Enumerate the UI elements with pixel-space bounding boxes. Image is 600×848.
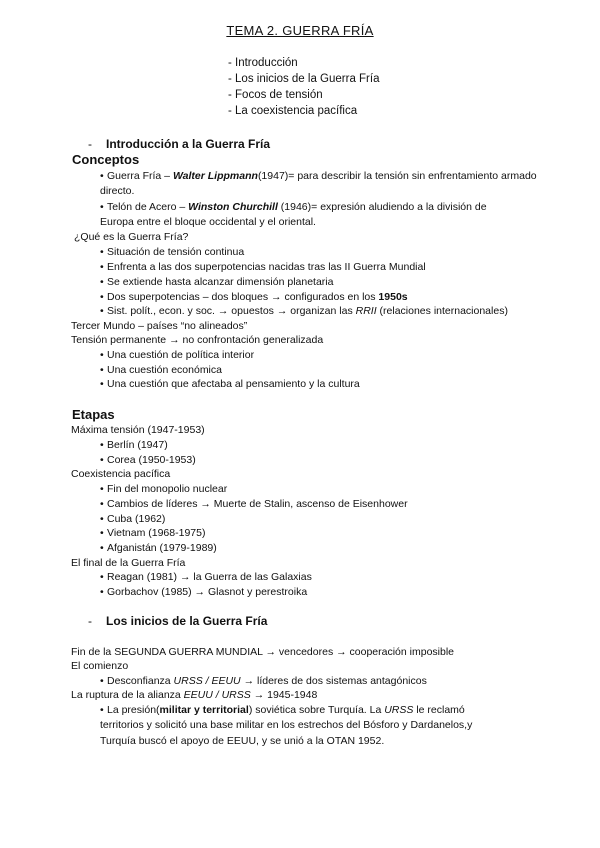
bullet-icon: •	[100, 439, 104, 451]
list-item: • Cambios de líderes → Muerte de Stalin, ascenso de Eisenhower	[100, 498, 408, 510]
list-item-continuation: Turquía buscó el apoyo de EEUU, y se unió a la OTAN 1952.	[100, 735, 385, 747]
list-item: • Una cuestión de política interior	[100, 349, 255, 361]
text-line: Tensión permanente → no confrontación generalizada	[71, 334, 324, 346]
list-item: • Berlín (1947)	[100, 439, 168, 451]
list-item: • Una cuestión que afectaba al pensamiento y la cultura	[100, 378, 360, 390]
list-item: • Afganistán (1979-1989)	[100, 542, 217, 554]
bullet-icon: •	[100, 201, 104, 213]
section-dash: -	[88, 137, 92, 151]
bullet-icon: •	[100, 291, 104, 303]
subheading-conceptos: Conceptos	[72, 152, 140, 167]
bullet-icon: •	[100, 571, 104, 583]
bullet-icon: •	[100, 364, 104, 376]
text-line: Coexistencia pacífica	[71, 468, 171, 480]
list-item: • La presión(militar y territorial) soviética sobre Turquía. La URSS le reclamó	[100, 704, 465, 716]
text-line: Tercer Mundo – países “no alineados”	[71, 320, 248, 332]
list-item: • Dos superpotencias – dos bloques → configurados en los 1950s	[100, 291, 408, 303]
bullet-icon: •	[100, 276, 104, 288]
list-item: • Telón de Acero – Winston Churchill (1946)= expresión aludiendo a la división de	[100, 201, 487, 213]
text-line: El comienzo	[71, 660, 129, 672]
list-item: • Gorbachov (1985) → Glasnot y perestroika	[100, 586, 308, 598]
list-item: • Fin del monopolio nuclear	[100, 483, 228, 495]
list-item-continuation: directo.	[100, 185, 135, 197]
bullet-icon: •	[100, 483, 104, 495]
subheading-etapas: Etapas	[72, 407, 115, 422]
list-item: • Una cuestión económica	[100, 364, 222, 376]
text-line: Fin de la SEGUNDA GUERRA MUNDIAL → vencedores → cooperación imposible	[71, 646, 455, 658]
section-dash: -	[88, 614, 92, 628]
bullet-icon: •	[100, 704, 104, 716]
list-item: • Situación de tensión continua	[100, 246, 245, 258]
section-title: Los inicios de la Guerra Fría	[106, 614, 268, 628]
toc-item: - Los inicios de la Guerra Fría	[228, 73, 380, 85]
section-heading	[88, 615, 267, 628]
bullet-icon: •	[100, 246, 104, 258]
list-item-continuation: territorios y solicitó una base militar en los estrechos del Bósforo y Dardanelos,y	[100, 719, 473, 731]
text-line: La ruptura de la alianza EEUU / URSS → 1945-1948	[71, 689, 318, 701]
list-item: • Corea (1950-1953)	[100, 454, 196, 466]
bullet-icon: •	[100, 261, 104, 273]
list-item-continuation: Europa entre el bloque occidental y el oriental.	[100, 216, 316, 228]
bullet-icon: •	[100, 454, 104, 466]
toc-item: - Focos de tensión	[228, 89, 323, 101]
section-heading	[88, 138, 270, 151]
bullet-icon: •	[100, 378, 104, 390]
list-item: • Guerra Fría – Walter Lippmann(1947)= para describir la tensión sin enfrentamiento armado	[100, 170, 537, 182]
bullet-icon: •	[100, 170, 104, 182]
bullet-icon: •	[100, 542, 104, 554]
document-title: TEMA 2. GUERRA FRÍA	[226, 23, 374, 38]
bullet-icon: •	[100, 586, 104, 598]
bullet-icon: •	[100, 513, 104, 525]
question-label: ¿Qué es la Guerra Fría?	[74, 231, 189, 243]
bullet-icon: •	[100, 675, 104, 687]
list-item: • Cuba (1962)	[100, 513, 166, 525]
list-item: • Reagan (1981) → la Guerra de las Galaxias	[100, 571, 312, 583]
list-item: • Enfrenta a las dos superpotencias nacidas tras las II Guerra Mundial	[100, 261, 426, 273]
bullet-icon: •	[100, 527, 104, 539]
list-item: • Se extiende hasta alcanzar dimensión planetaria	[100, 276, 334, 288]
list-item: • Sist. polít., econ. y soc. → opuestos → organizan las RRII (relaciones internacionales)	[100, 305, 508, 317]
list-item: • Vietnam (1968-1975)	[100, 527, 206, 539]
text-line: El final de la Guerra Fría	[71, 557, 186, 569]
toc-item: - La coexistencia pacífica	[228, 105, 358, 117]
section-title: Introducción a la Guerra Fría	[106, 137, 271, 151]
bullet-icon: •	[100, 305, 104, 317]
list-item: • Desconfianza URSS / EEUU → líderes de dos sistemas antagónicos	[100, 675, 427, 687]
toc-item: - Introducción	[228, 57, 298, 69]
bullet-icon: •	[100, 498, 104, 510]
bullet-icon: •	[100, 349, 104, 361]
text-line: Máxima tensión (1947-1953)	[71, 424, 205, 436]
